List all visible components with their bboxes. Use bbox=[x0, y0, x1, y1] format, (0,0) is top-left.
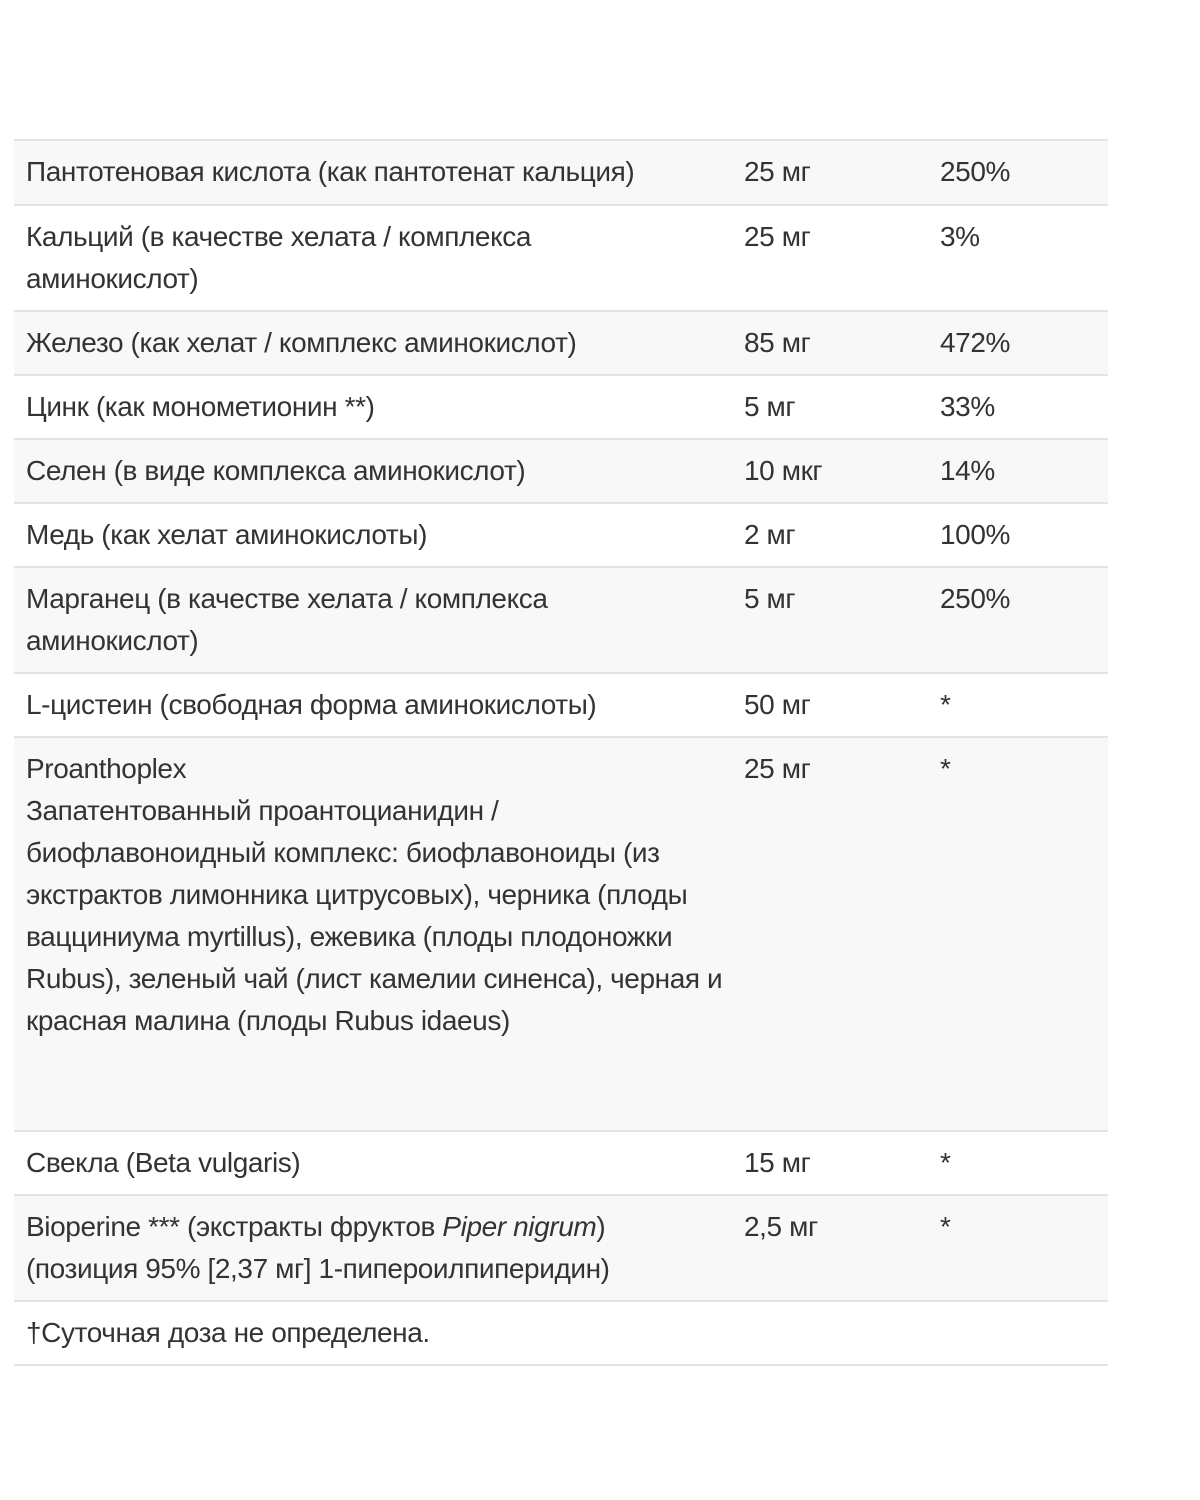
ingredient-name: Железо (как хелат / комплекс аминокислот) bbox=[26, 327, 577, 358]
ingredient-amount: 85 мг bbox=[744, 327, 811, 358]
table-row bbox=[14, 1302, 1108, 1366]
daily-value: 33% bbox=[940, 391, 995, 422]
daily-value: 3% bbox=[940, 221, 980, 252]
ingredient-amount: 5 мг bbox=[744, 391, 796, 422]
daily-value: 250% bbox=[940, 156, 1011, 187]
ingredient-name-suffix: ) bbox=[596, 1211, 606, 1242]
table-row bbox=[14, 312, 1108, 376]
ingredient-name: Кальций (в качестве хелата / комплекса аминокислот) bbox=[26, 221, 532, 294]
table-row bbox=[14, 1132, 1108, 1196]
ingredient-name-line2: (позиция 95% [2,37 мг] 1-пипероилпиперидин) bbox=[26, 1253, 610, 1284]
ingredient-name: Медь (как хелат аминокислоты) bbox=[26, 519, 427, 550]
ingredient-name: Селен (в виде комплекса аминокислот) bbox=[26, 455, 526, 486]
daily-value: * bbox=[940, 1147, 951, 1178]
ingredient-amount: 25 мг bbox=[744, 753, 811, 784]
ingredient-amount: 50 мг bbox=[744, 689, 811, 720]
ingredient-name: Proanthoplex bbox=[26, 753, 187, 784]
table-row bbox=[14, 504, 1108, 568]
ingredient-name-cell bbox=[14, 738, 744, 1130]
supplement-facts-table bbox=[14, 139, 1108, 1366]
daily-value: 100% bbox=[940, 519, 1011, 550]
ingredient-amount: 25 мг bbox=[744, 221, 811, 252]
daily-value: * bbox=[940, 753, 951, 784]
table-row bbox=[14, 674, 1108, 738]
table-row bbox=[14, 568, 1108, 674]
ingredient-amount: 25 мг bbox=[744, 156, 811, 187]
ingredient-name-italic: Piper nigrum bbox=[442, 1211, 597, 1242]
daily-value: * bbox=[940, 1211, 951, 1242]
table-row bbox=[14, 141, 1108, 206]
ingredient-amount: 5 мг bbox=[744, 583, 796, 614]
ingredient-name: Марганец (в качестве хелата / комплекса аминокислот) bbox=[26, 583, 548, 656]
ingredient-amount: 2 мг bbox=[744, 519, 796, 550]
daily-value: 14% bbox=[940, 455, 995, 486]
table-row bbox=[14, 738, 1108, 1132]
daily-value: 250% bbox=[940, 583, 1011, 614]
footnote: †Суточная доза не определена. bbox=[26, 1317, 430, 1348]
ingredient-amount: 15 мг bbox=[744, 1147, 811, 1178]
ingredient-name-cell bbox=[14, 1196, 744, 1300]
ingredient-name: Пантотеновая кислота (как пантотенат кальция) bbox=[26, 156, 635, 187]
ingredient-description: Запатентованный проантоцианидин / биофлавоноидный комплекс: биофлавоноиды (из экстрактов лимонника цитрусовых), черника (плоды вацциниума myrtillus), ежевика (плоды плодоножки Rubus), зеленый чай (лист камелии синенса), черная и красная малина (плоды Rubus idaeus) bbox=[26, 795, 723, 1036]
table-row bbox=[14, 1196, 1108, 1302]
table-row bbox=[14, 206, 1108, 312]
ingredient-name: Цинк (как монометионин **) bbox=[26, 391, 375, 422]
ingredient-name-prefix: Bioperine *** (экстракты фруктов bbox=[26, 1211, 443, 1242]
ingredient-name: L-цистеин (свободная форма аминокислоты) bbox=[26, 689, 597, 720]
daily-value: * bbox=[940, 689, 951, 720]
ingredient-name bbox=[26, 1206, 736, 1248]
ingredient-name: Свекла (Beta vulgaris) bbox=[26, 1147, 301, 1178]
daily-value: 472% bbox=[940, 327, 1011, 358]
table-row bbox=[14, 376, 1108, 440]
ingredient-amount: 10 мкг bbox=[744, 455, 823, 486]
ingredient-amount: 2,5 мг bbox=[744, 1211, 818, 1242]
table-row bbox=[14, 440, 1108, 504]
